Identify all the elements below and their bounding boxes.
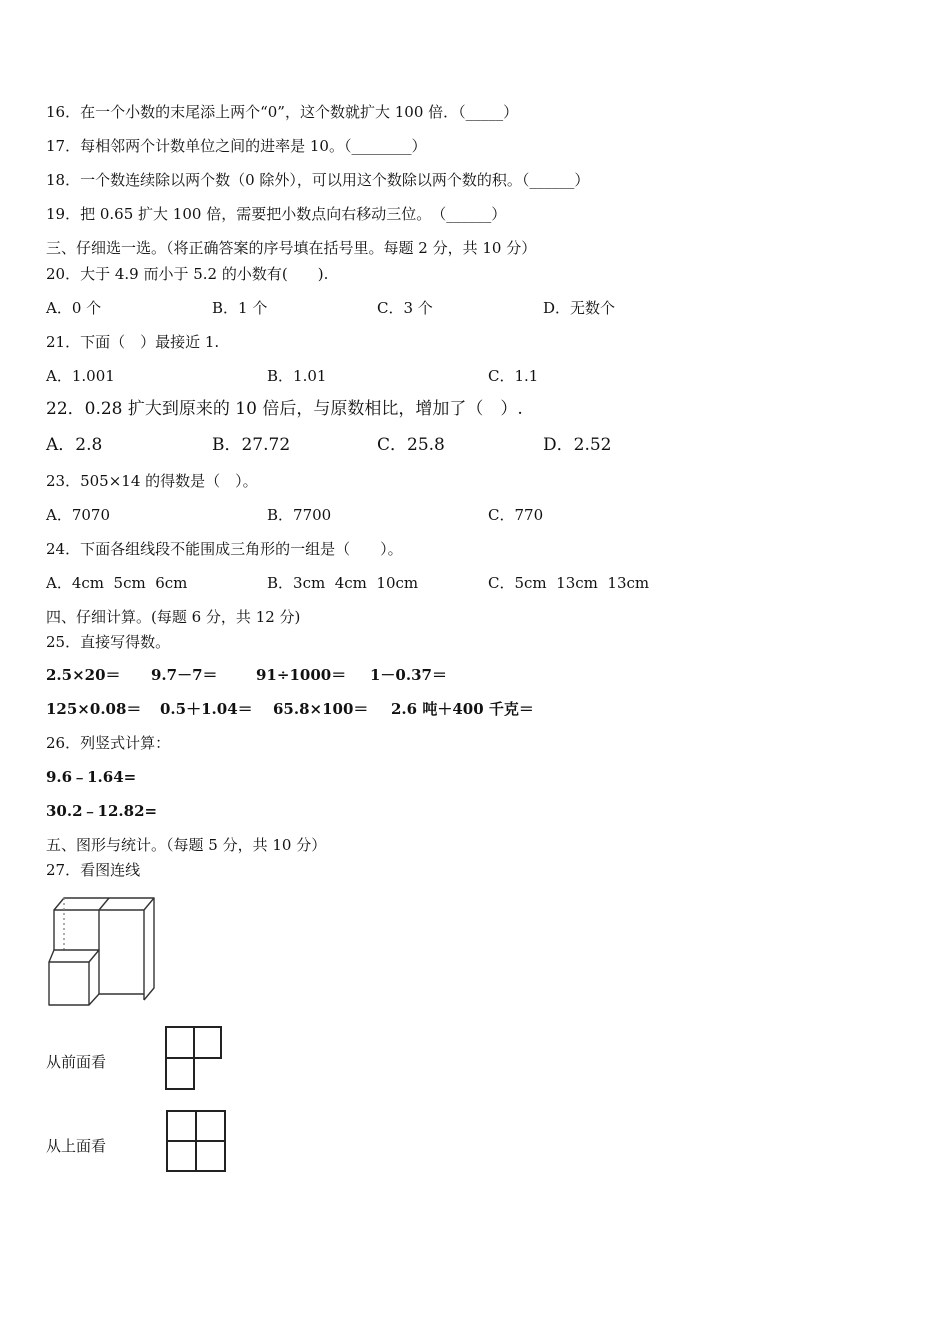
q20-option-c: C．3 个 xyxy=(377,299,433,317)
q21-option-b: B．1.01 xyxy=(267,367,327,385)
question-19: 19．把 0.65 扩大 100 倍，需要把小数点向右移动三位。 （______） xyxy=(46,205,507,223)
calc-item: 0.5＋1.04＝ xyxy=(160,700,253,718)
calc-item: 2.5×20＝ xyxy=(46,666,121,684)
question-26: 26．列竖式计算： xyxy=(46,734,171,752)
q20-option-d: D．无数个 xyxy=(543,299,616,317)
question-27: 27．看图连线 xyxy=(46,861,141,879)
question-25: 25．直接写得数。 xyxy=(46,633,171,651)
cube-stack-figure xyxy=(44,892,159,1010)
question-16: 16．在一个小数的末尾添上两个“0”，这个数就扩大 100 倍．（_____） xyxy=(46,103,519,121)
calc-item: 91÷1000＝ xyxy=(256,666,347,684)
question-21: 21．下面（ ）最接近 1. xyxy=(46,333,220,351)
calc-item: 2.6 吨＋400 千克＝ xyxy=(391,700,534,718)
calc-item: 1－0.37＝ xyxy=(370,666,447,684)
top-view-figure xyxy=(164,1108,228,1174)
vertical-calc-item: 30.2﹣12.82= xyxy=(46,802,158,820)
q23-option-b: B．7700 xyxy=(267,506,332,524)
q22-option-b: B．27.72 xyxy=(212,435,291,455)
section-5-heading: 五、图形与统计。（每题 5 分，共 10 分） xyxy=(46,836,327,854)
calc-item: 9.7－7＝ xyxy=(151,666,218,684)
q22-option-c: C．25.8 xyxy=(377,435,445,455)
question-24: 24．下面各组线段不能围成三角形的一组是（ ）。 xyxy=(46,540,403,558)
question-20: 20．大于 4.9 而小于 5.2 的小数有( ). xyxy=(46,265,329,283)
section-4-heading: 四、仔细计算。(每题 6 分，共 12 分) xyxy=(46,608,301,626)
q22-option-a: A．2.8 xyxy=(46,435,103,455)
section-3-heading: 三、仔细选一选。（将正确答案的序号填在括号里。每题 2 分，共 10 分） xyxy=(46,239,537,257)
front-view-label: 从前面看 xyxy=(46,1053,107,1071)
q24-option-c: C．5cm 13cm 13cm xyxy=(488,574,650,592)
q21-option-c: C．1.1 xyxy=(488,367,539,385)
calc-item: 65.8×100＝ xyxy=(273,700,369,718)
q20-option-a: A．0 个 xyxy=(46,299,102,317)
question-22: 22．0.28 扩大到原来的 10 倍后，与原数相比，增加了（ ）. xyxy=(46,399,523,419)
question-23: 23．505×14 的得数是（ ）。 xyxy=(46,472,258,490)
q20-option-b: B．1 个 xyxy=(212,299,268,317)
vertical-calc-item: 9.6﹣1.64= xyxy=(46,768,137,786)
question-17: 17．每相邻两个计数单位之间的进率是 10。（________） xyxy=(46,137,427,155)
top-view-label: 从上面看 xyxy=(46,1137,107,1155)
front-view-figure xyxy=(163,1024,225,1092)
q24-option-a: A．4cm 5cm 6cm xyxy=(46,574,188,592)
question-18: 18．一个数连续除以两个数（0 除外），可以用这个数除以两个数的积。（______） xyxy=(46,171,590,189)
q22-option-d: D．2.52 xyxy=(543,435,612,455)
q21-option-a: A．1.001 xyxy=(46,367,115,385)
q23-option-a: A．7070 xyxy=(46,506,111,524)
calc-item: 125×0.08＝ xyxy=(46,700,142,718)
q23-option-c: C．770 xyxy=(488,506,544,524)
q24-option-b: B．3cm 4cm 10cm xyxy=(267,574,419,592)
